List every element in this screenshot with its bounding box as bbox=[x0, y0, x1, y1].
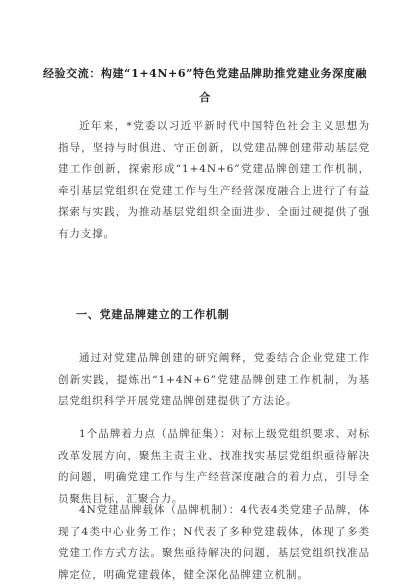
paragraph-intro: 近年来，*党委以习近平新时代中国特色社会主义思想为指导，坚持与时俱进、守正创新，以党建品牌创建带动基层党建工作创新，探索形成“1+4N+6”党建品牌创建工作机制，牵引基层党组织在党建工作与生产经营深度融合上进行了有益探索与实践，为推动基层党组织全面进步、全面过硬提供了强有力支撑。 bbox=[58, 120, 370, 240]
paragraph-mechanism: 通过对党建品牌创建的研究阐释，党委结合企业党建工作创新实践，提炼出“1+4N+6”党建品牌创建工作机制，为基层党组织科学开展党建品牌创建提供了方法论。 bbox=[58, 352, 370, 408]
paragraph-brand-carrier: 4N党建品牌载体（品牌机制）：4代表4类党建子品牌，体现了4类中心业务工作；N代表了多种党建载体，体现了多类党建工作方式方法。聚焦亟待解决的问题，基层党组织找准品牌定位，明确党建载体，健全深化品牌建立机制。 bbox=[58, 504, 370, 581]
paragraph-brand-focus: 1个品牌着力点（品牌征集）：对标上级党组织要求、对标改革发展方向，聚焦主责主业、找准找实基层党组织亟待解决的问题，明确党建工作与生产经营深度融合的着力点，引导全员聚焦目标，汇聚合力。 bbox=[58, 428, 370, 505]
document-title: 经验交流：构建“1+4N+6”特色党建品牌助推党建业务深度融合 bbox=[42, 67, 368, 104]
section-heading: 一、党建品牌建立的工作机制 bbox=[76, 308, 230, 321]
